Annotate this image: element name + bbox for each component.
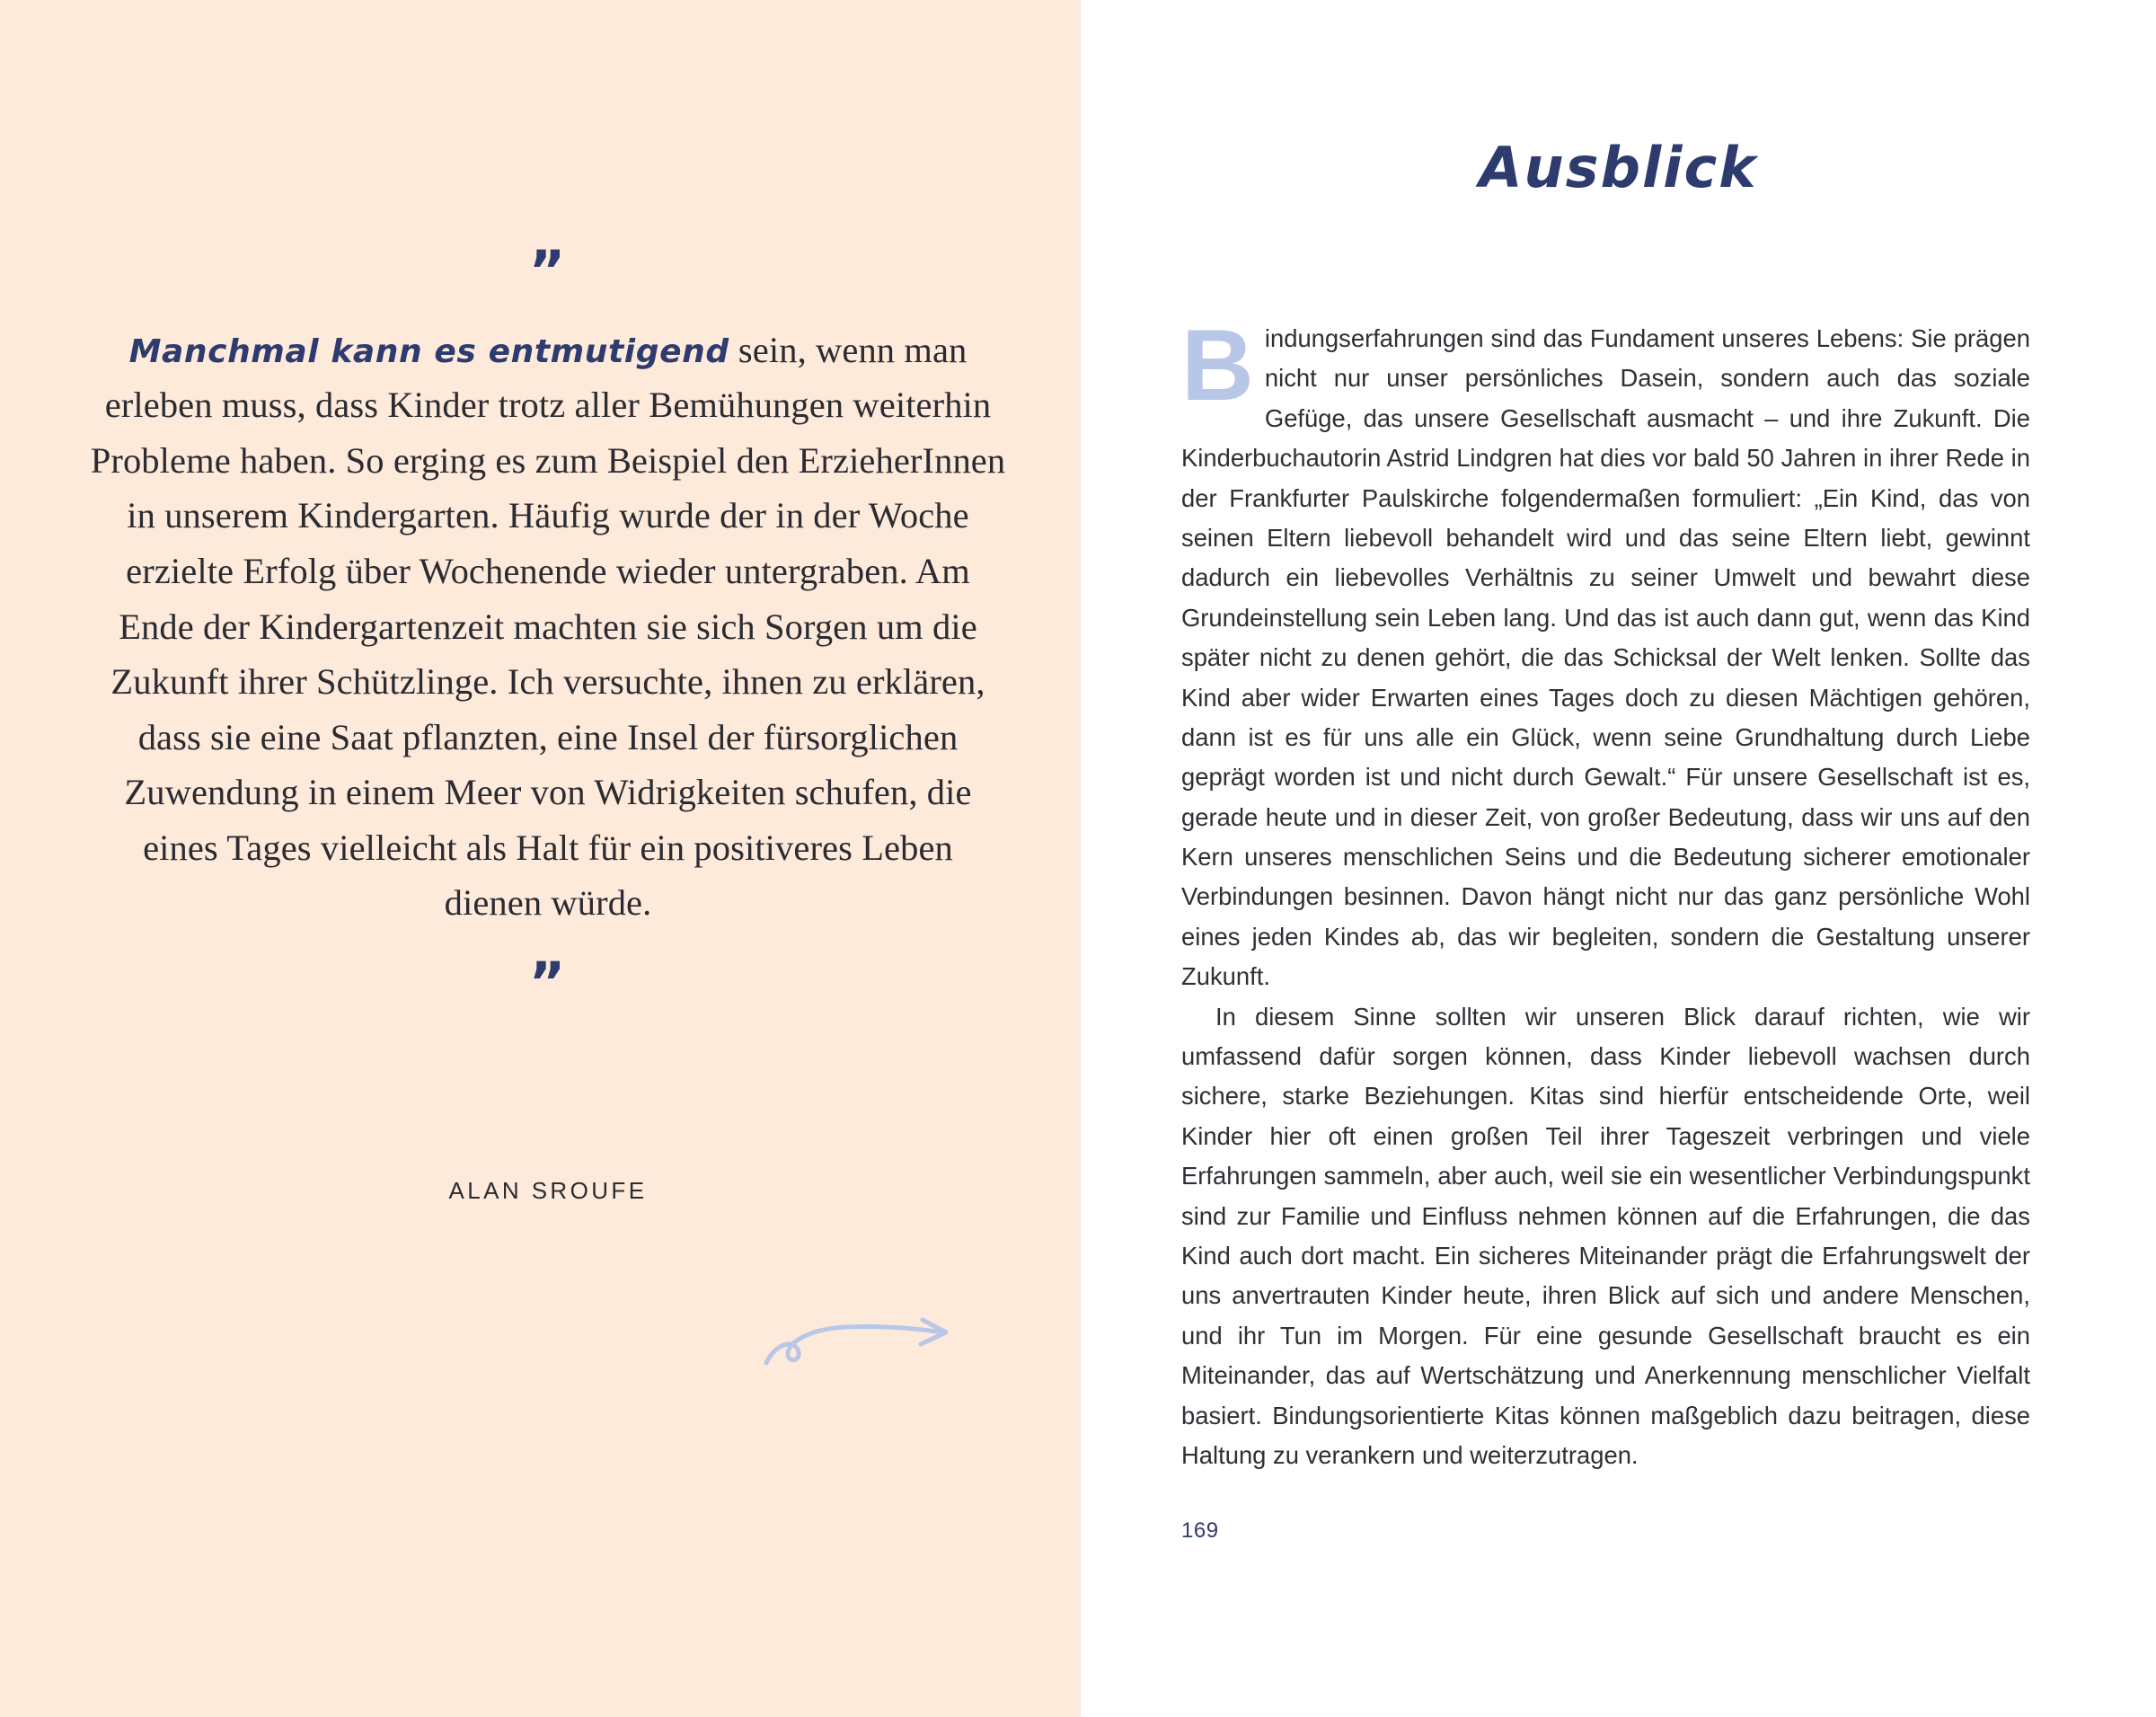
pull-quote (90, 238, 1006, 1015)
right-page (1081, 0, 2156, 1717)
quote-close-mark: ” (528, 949, 568, 1015)
drop-cap: B (1181, 309, 1254, 421)
quote-body-text: sein, wenn man erleben muss, dass Kinder trotz aller Bemühungen weiterhin Probleme haben. So erging es zum Beispiel den ErzieherInnen in unserem Kindergarten. Häufig wurde der in der Woche erzielte Erfolg über Wochenende wieder untergraben. Am Ende der Kindergartenzeit machten sie sich Sorgen um die Zukunft ihrer Schützlinge. Ich versuchte, ihnen zu erklären, dass sie eine Saat pflanzten, eine Insel der fürsorglichen Zuwendung in einem Meer von Widrigkeiten schufen, die eines Tages vielleicht als Halt für ein positiveres Leben dienen würde. (90, 329, 1006, 924)
quote-author: ALAN SROUFE (448, 1177, 648, 1204)
quote-text (90, 323, 1006, 931)
quote-open-mark: ” (528, 238, 568, 304)
quote-lead-text: Manchmal kann es entmutigend (128, 332, 729, 370)
paragraph-1 (1181, 309, 2030, 997)
chapter-title: Ausblick (1479, 135, 1758, 200)
curved-arrow-icon (759, 1307, 966, 1388)
body-column (1181, 309, 2030, 1475)
paragraph-2: In diesem Sinne sollten wir unseren Blick darauf richten, wie wir umfassend dafür sorgen können, dass Kinder liebevoll wachsen durch sichere, starke Beziehungen. Kitas sind hierfür entscheidende Orte, weil Kinder hier oft einen großen Teil ihrer Tageszeit verbringen und viele Erfahrungen sammeln, aber auch, weil sie ein wesentlicher Verbindungspunkt sind zur Familie und Einfluss nehmen können auf die Erfahrungen, die das Kind auch dort macht. Ein sicheres Miteinander prägt die Erfahrungswelt der uns anvertrauten Kinder heute, ihren Blick auf sich und andere Menschen, und ihr Tun im Morgen. Für eine gesunde Gesellschaft braucht es ein Miteinander, das auf Wertschätzung und Anerkennung menschlicher Vielfalt basiert. Bindungsorientierte Kitas können maßgeblich dazu beitragen, diese Haltung zu verankern und weiterzutragen. (1181, 1002, 2030, 1469)
page-number: 169 (1181, 1518, 1219, 1543)
paragraph-1-text: indungserfahrungen sind das Fundament unseres Lebens: Sie prägen nicht nur unser persönliches Dasein, sondern auch das soziale Gefüge, das unsere Gesellschaft ausmacht – und ihre Zukunft. Die Kinderbuchautorin Astrid Lindgren hat dies vor bald 50 Jahren in ihrer Rede in der Frankfurter Paulskirche folgendermaßen formuliert: „Ein Kind, das von seinen Eltern liebevoll behandelt wird und das seine Eltern liebt, gewinnt dadurch ein liebevolles Verhältnis zu seiner Umwelt und bewahrt diese Grundeinstellung sein Leben lang. Und das ist auch dann gut, wenn das Kind später nicht zu denen gehört, die das Schicksal der Welt lenken. Sollte das Kind aber wider Erwarten eines Tages doch zu diesen Mächtigen gehören, dann ist es für uns alle ein Glück, wenn seine Grundhaltung durch Liebe geprägt worden ist und nicht durch Gewalt.“ Für unsere Gesellschaft ist es, gerade heute und in dieser Zeit, von großer Bedeutung, dass wir uns auf den Kern unseres menschlichen Seins und die Bedeutung sicherer emotionaler Verbindungen besinnen. Davon hängt nicht nur das ganz persönliche Wohl eines jeden Kindes ab, das wir begleiten, sondern die Gestaltung unserer Zukunft. (1181, 324, 2030, 991)
